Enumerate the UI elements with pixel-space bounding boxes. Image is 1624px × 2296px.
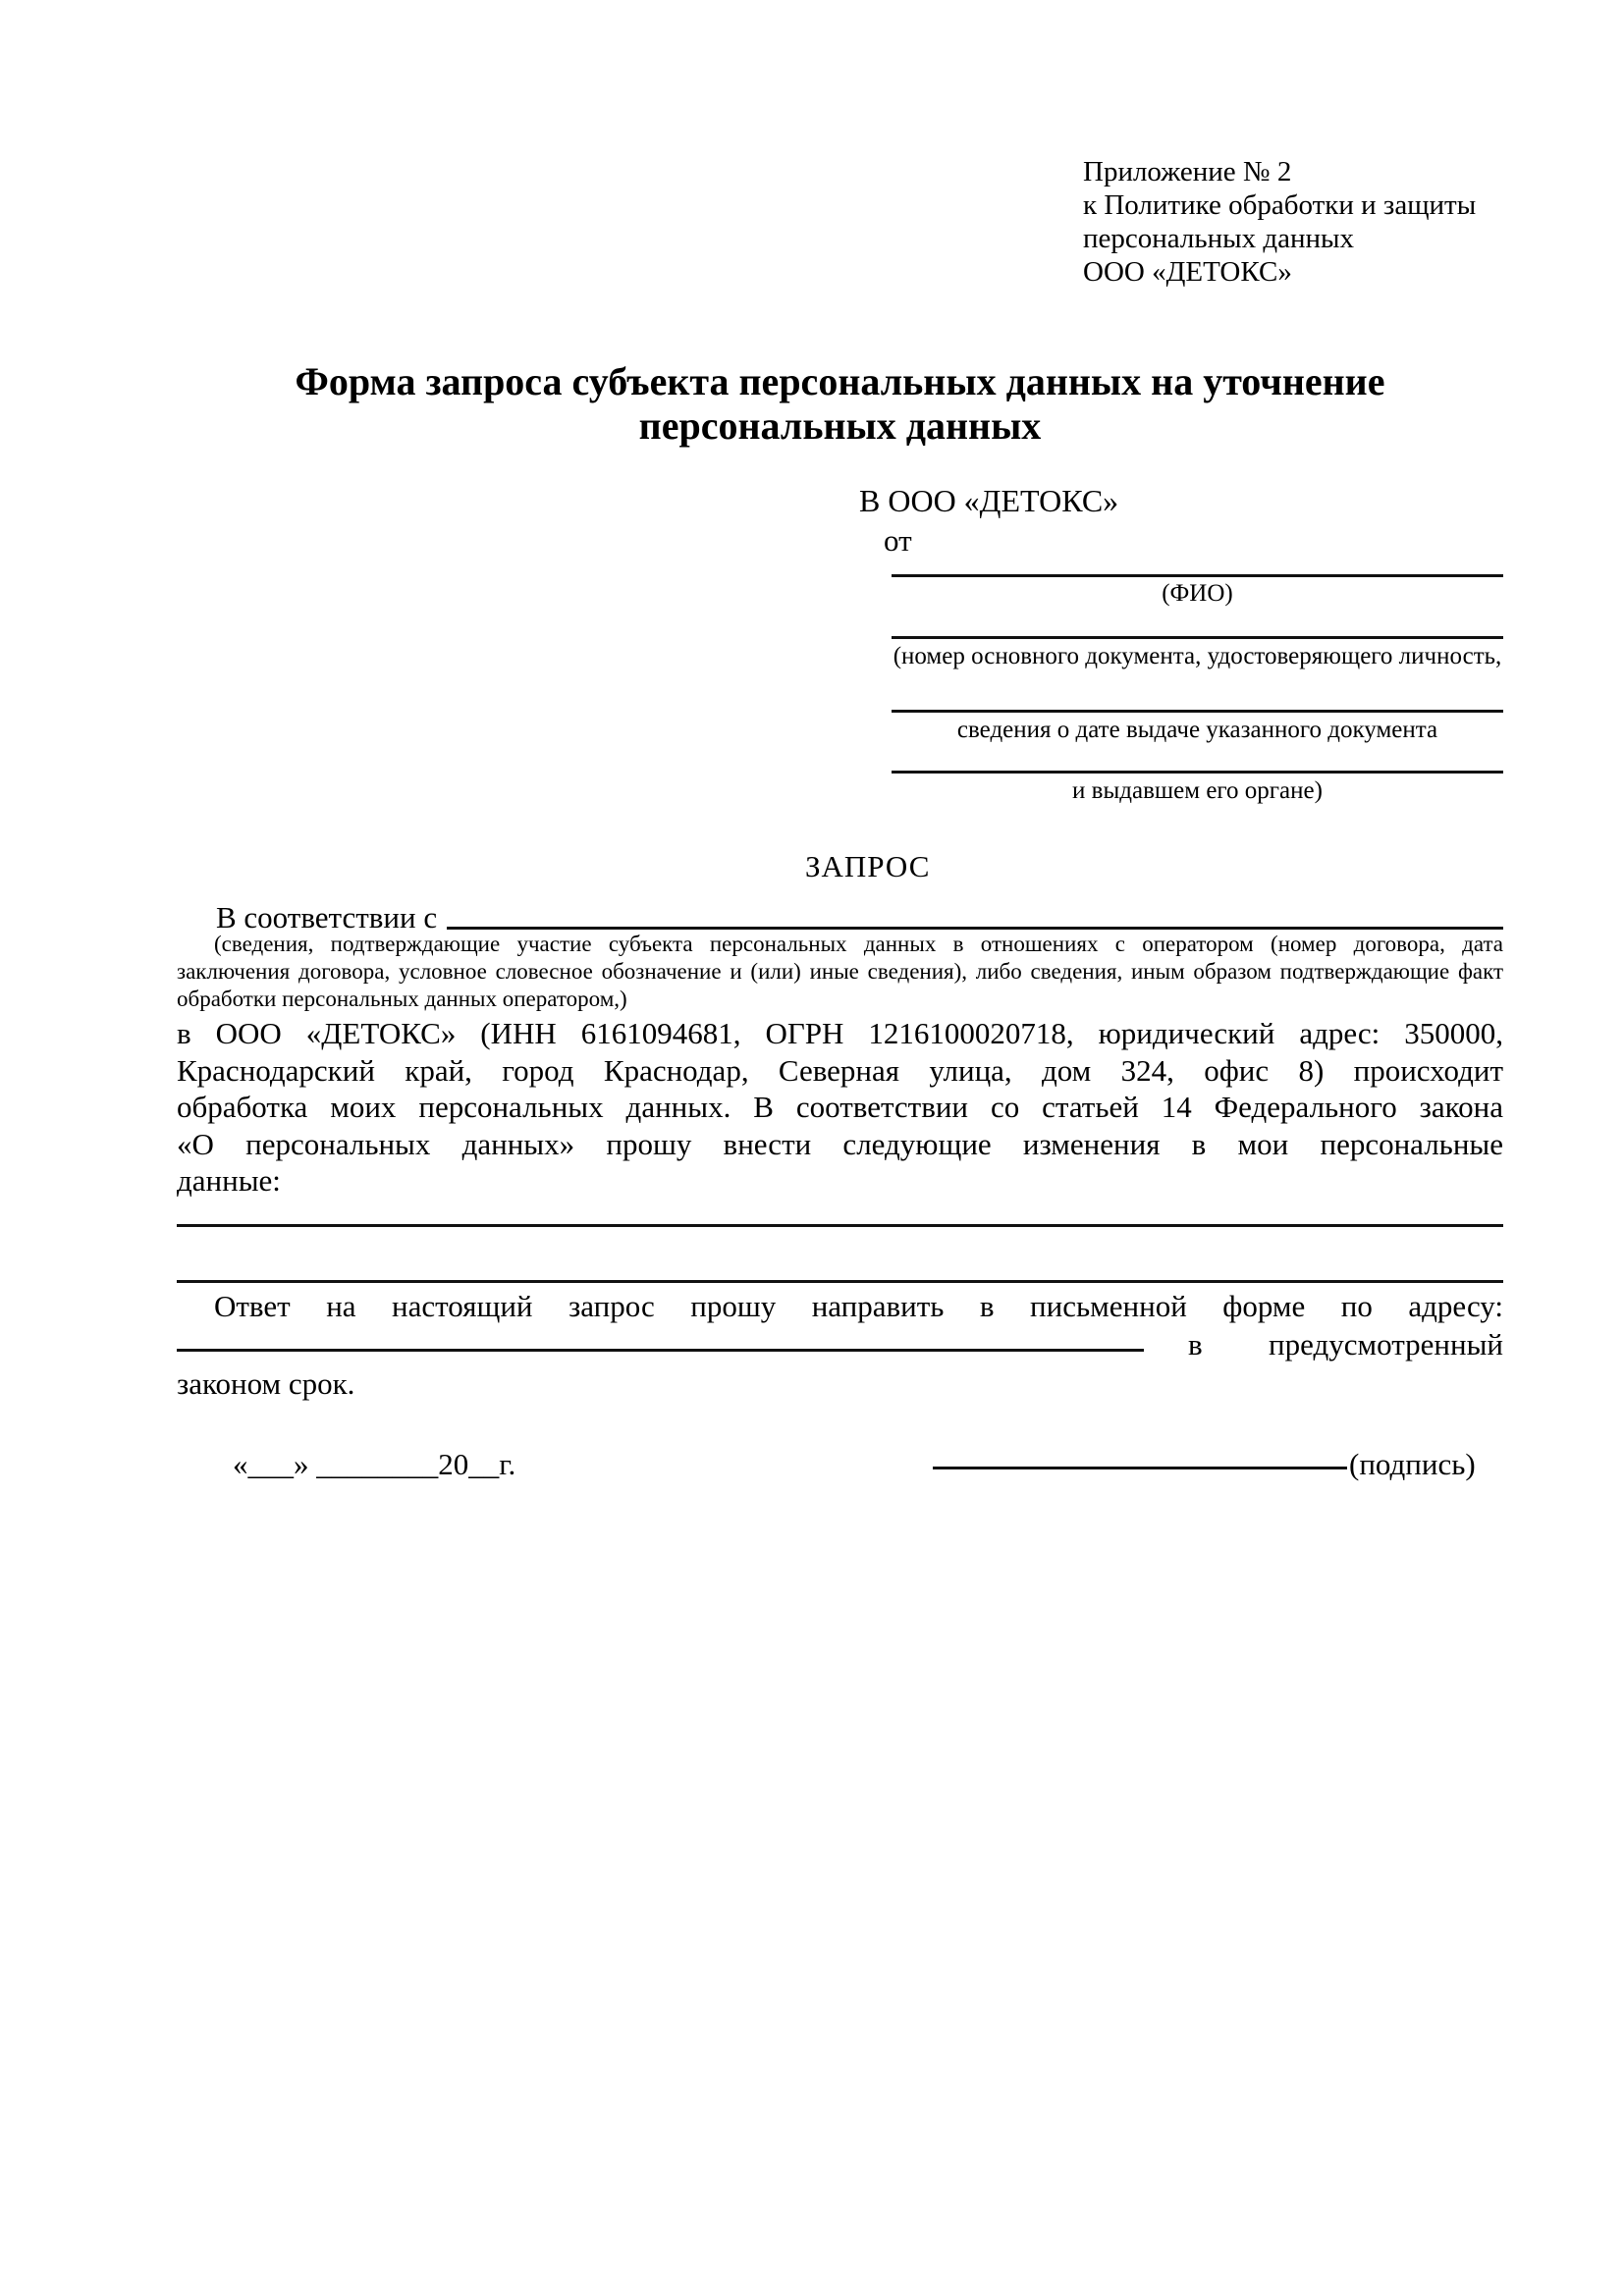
fio-caption: (ФИО) [1162, 580, 1233, 607]
basis-footnote [177, 931, 1503, 1013]
addressee-organization: В ООО «ДЕТОКС» [859, 483, 1119, 518]
footnote-line: заключения договора, условное словесное обозначение и (или) иные сведения), либо сведения, иным образом подтверждающие факт [177, 959, 1503, 984]
body-line: Краснодарский край, город Краснодар, Северная улица, дом 324, офис 8) происходит [177, 1052, 1503, 1088]
appendix-line: ООО «ДЕТОКС» [1083, 256, 1292, 288]
doc-number-caption: (номер основного документа, удостоверяющего личность, [893, 643, 1502, 669]
signature-caption: (подпись) [1349, 1447, 1476, 1481]
request-body [177, 1015, 1503, 1200]
appendix-line: персональных данных [1083, 223, 1355, 254]
appendix-line: Приложение № 2 [1083, 156, 1292, 187]
body-line: в ООО «ДЕТОКС» (ИНН 6161094681, ОГРН 1216100020718, юридический адрес: 350000, [177, 1016, 1503, 1050]
fio-blank-line[interactable] [892, 574, 1503, 577]
form-title-line: персональных данных [638, 403, 1042, 448]
issuer-blank-line[interactable] [892, 771, 1503, 774]
body-line: «О персональных данных» прошу внести следующие изменения в мои персональные [177, 1126, 1503, 1161]
reply-word-predusmotrenny: предусмотренный [1269, 1327, 1503, 1362]
footnote-line: обработки персональных данных оператором,) [177, 987, 627, 1011]
date-field[interactable]: «___» ________20__г. [233, 1447, 516, 1481]
basis-prefix: В соответствии с [216, 900, 438, 934]
changes-blank-line-1[interactable] [177, 1224, 1503, 1227]
appendix-block [1083, 155, 1476, 289]
appendix-line: к Политике обработки и защиты [1083, 189, 1477, 221]
changes-blank-line-2[interactable] [177, 1280, 1503, 1283]
form-title [177, 359, 1503, 448]
reply-sentence: Ответ на настоящий запрос прошу направить в письменной форме по адресу: [214, 1289, 1503, 1323]
body-line: обработка моих персональных данных. В соответствии со статьей 14 Федерального закона [177, 1090, 1503, 1125]
signature-blank-line[interactable] [933, 1467, 1347, 1469]
doc-number-blank-line[interactable] [892, 636, 1503, 639]
issuer-caption: и выдавшем его органе) [1072, 777, 1323, 804]
reply-word-v: в [1188, 1327, 1203, 1362]
body-line: данные: [177, 1163, 281, 1199]
reply-sentence-tail: законом срок. [177, 1366, 355, 1401]
issue-date-blank-line[interactable] [892, 710, 1503, 713]
address-blank-line[interactable] [177, 1349, 1144, 1352]
issue-date-caption: сведения о дате выдаче указанного документа [956, 717, 1438, 743]
request-heading: ЗАПРОС [805, 849, 931, 883]
basis-blank-line[interactable] [447, 927, 1503, 930]
from-label: от [884, 523, 912, 558]
footnote-line: (сведения, подтверждающие участие субъекта персональных данных в отношениях с оператором (номер договора, дата [214, 932, 1503, 956]
form-title-line: Форма запроса субъекта персональных данных на уточнение [295, 359, 1385, 403]
